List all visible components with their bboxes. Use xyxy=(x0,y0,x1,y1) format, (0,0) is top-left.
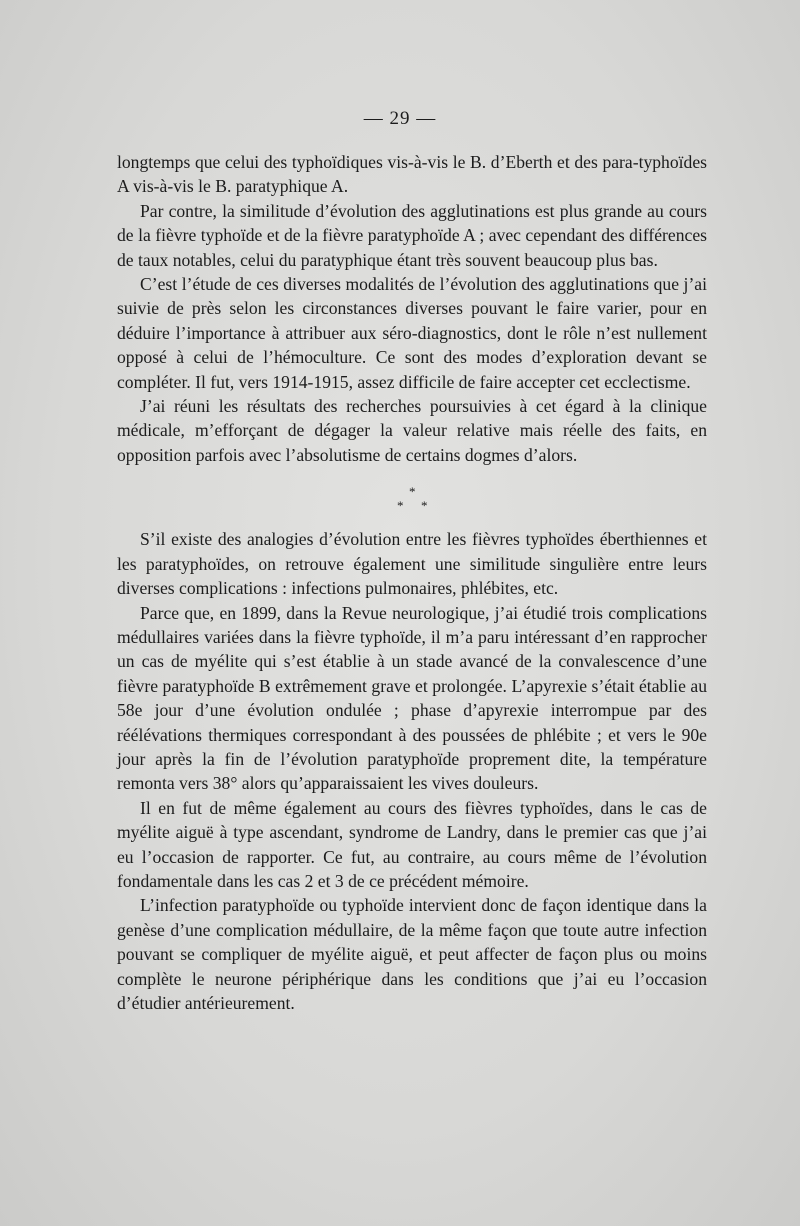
paragraph-3: C’est l’étude de ces diverses modalités de l’évolution des agglutinations que j’ai suivie de près selon les circonstances diverses pouvant le faire varier, pour en déduire l’importance à attribuer aux séro-diagnostics, dont le rôle n’est nullement opposé à celui de l’hémoculture. Ce sont des modes d’exploration devant se compléter. Il fut, vers 1914-1915, assez difficile de faire accepter cet ecclectisme. xyxy=(117,274,707,392)
paragraph-5: S’il existe des analogies d’évolution entre les fièvres typhoïdes éberthiennes et les paratyphoïdes, on retrouve également une similitude singulière entre leurs diverses complications : infections pulmonaires, phlébites, etc. xyxy=(117,529,707,599)
page-number: — 29 — xyxy=(363,108,437,129)
asterism-star: * xyxy=(397,498,404,514)
paragraph-7: Il en fut de même également au cours des fièvres typhoïdes, dans le cas de myélite aiguë à type ascendant, syndrome de Landry, dans le premier cas que j’ai eu l’occasion de rapporter. Ce fut, au contraire, au cours même de l’évolution fondamentale dans les cas 2 et 3 de ce précédent mémoire. xyxy=(117,797,707,891)
paragraph-2: Par contre, la similitude d’évolution des agglutinations est plus grande au cours de la fièvre typhoïde et de la fièvre paratyphoïde A ; avec cependant des différences de taux notables, celui du paratyphique étant très souvent beaucoup plus bas. xyxy=(117,200,707,270)
paragraph-8: L’infection paratyphoïde ou typhoïde intervient donc de façon identique dans la genèse d’une complication médullaire, de la même façon que toute autre infection pouvant se compliquer de myélite aiguë, et peut affecter de façon plus ou moins complète le neurone périphérique dans les conditions que j’ai eu l’occasion d’étudier antérieurement. xyxy=(117,895,707,1013)
paragraph-1: longtemps que celui des typhoïdiques vis-à-vis le B. d’Eberth et des para-typhoïdes A vis-à-vis le B. paratyphique A. xyxy=(117,152,707,197)
paragraph-4: J’ai réuni les résultats des recherches poursuivies à cet égard à la clinique médicale, m’efforçant de dégager la valeur relative mais réelle des faits, en opposition parfois avec l’absolutisme de certains dogmes d’alors. xyxy=(117,396,707,465)
asterism-star: * xyxy=(409,484,416,500)
section-ornament xyxy=(117,475,707,527)
paragraph-6: Parce que, en 1899, dans la Revue neurologique, j’ai étudié trois complications médullaires variées dans la fièvre typhoïde, il m’a paru intéressant d’en rapprocher un cas de myélite qui s’est établie à un stade avancé de la convalescence d’une fièvre paratyphoïde B extrêmement grave et prolongée. L’apyrexie s’était établie au 58e jour d’une évolution ondulée ; phase d’apyrexie interrompue par des réélévations thermiques correspondant à des poussées de phlébite ; et vers le 90e jour après la fin de l’évolution paratyphoïde proprement dite, la température remonta vers 38° alors qu’apparaissaient les vives douleurs. xyxy=(117,602,707,794)
body-text xyxy=(117,150,707,1015)
asterism-star: * xyxy=(421,498,428,514)
